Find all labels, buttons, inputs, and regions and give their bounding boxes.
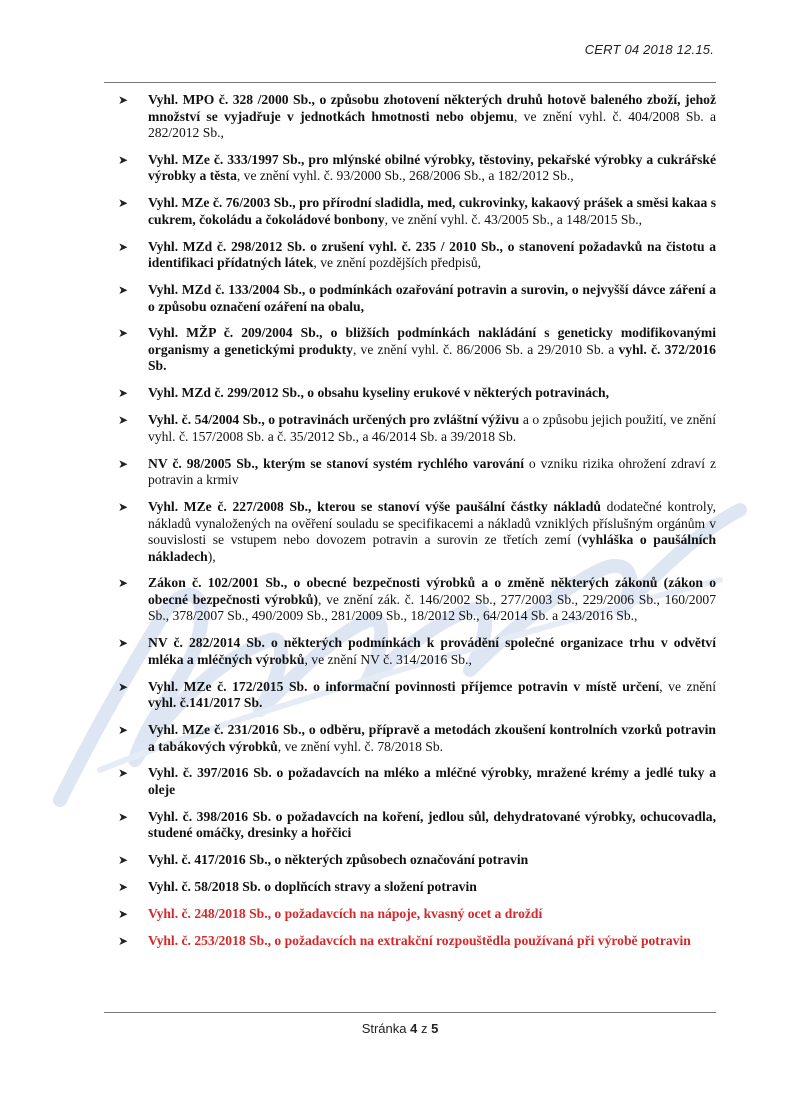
arrowhead-bullet-icon: ➤ (118, 809, 129, 824)
list-item-text (148, 195, 716, 228)
list-item-text (148, 412, 716, 445)
list-item-text (148, 906, 716, 923)
list-item (118, 635, 716, 668)
item-normal-text: , ve znění NV č. 314/2016 Sb., (304, 651, 472, 667)
list-item-text (148, 635, 716, 668)
item-bold-text: Vyhl. MPO č. 328 /2000 Sb., o způsobu zhotovení některých druhů hotově baleného zboží, jehož množství se vyjadřuje v jednotkách hmotnosti nebo objemu (148, 92, 716, 124)
list-item (118, 456, 716, 489)
item-bold-text: Vyhl. MZe č. 333/1997 Sb., pro mlýnské obilné výrobky, těstoviny, pekařské výrobky a cukrářské výrobky a těsta (148, 151, 716, 184)
current-page-number: 4 (410, 1021, 418, 1036)
item-bold-text: Vyhl. MZe č. 227/2008 Sb., kterou se stanoví výše paušální částky nákladů (148, 499, 601, 515)
footer-divider (104, 1012, 716, 1013)
list-item (118, 195, 716, 228)
item-bold-text: Vyhl. MZd č. 298/2012 Sb. o zrušení vyhl. č. 235 / 2010 Sb., o stanovení požadavků na čistotu a identifikaci přídatných látek (148, 238, 716, 271)
item-bold-text: Vyhl. MŽP č. 209/2004 Sb., o bližších podmínkách nakládání s geneticky modifikovanými organismy a genetickými produkty (148, 325, 716, 357)
item-normal-text: , ve znění pozdějších předpisů, (313, 255, 482, 271)
header-divider (104, 82, 716, 83)
list-item (118, 852, 716, 869)
item-bold-text: NV č. 282/2014 Sb. o některých podmínkách k provádění společné organizace trhu v odvětví mléka a mléčných výrobků (148, 635, 716, 667)
arrowhead-bullet-icon: ➤ (118, 93, 129, 107)
list-item-text (148, 239, 716, 272)
arrowhead-bullet-icon: ➤ (118, 576, 129, 591)
item-bold-tail: vyhl. č. 372/2016 Sb. (148, 341, 716, 374)
arrowhead-bullet-icon: ➤ (118, 326, 129, 341)
arrowhead-bullet-icon: ➤ (118, 239, 129, 254)
list-item (118, 152, 716, 185)
list-item-text (148, 575, 716, 625)
document-reference: CERT 04 2018 12.15. (584, 42, 714, 57)
list-item (118, 499, 716, 565)
list-item-text (148, 852, 716, 869)
list-item (118, 575, 716, 625)
arrowhead-bullet-icon: ➤ (118, 456, 129, 471)
list-item (118, 765, 716, 798)
item-normal-text: , ve znění zák. č. 146/2002 Sb., 277/2003 Sb., 229/2006 Sb., 160/2007 Sb., 378/2007 Sb., 490/2009 Sb., 281/2009 Sb., 18/2012 Sb., 64/2014 Sb. a 243/2016 Sb., (148, 591, 716, 624)
arrowhead-bullet-icon: ➤ (118, 853, 129, 868)
arrowhead-bullet-icon: ➤ (118, 907, 129, 922)
list-item (118, 933, 716, 950)
item-normal-text: , ve znění vyhl. č. 93/2000 Sb., 268/2006 Sb., a 182/2012 Sb., (236, 168, 574, 184)
list-item-text (148, 385, 716, 402)
arrowhead-bullet-icon: ➤ (118, 283, 129, 298)
list-item (118, 92, 716, 142)
item-bold-tail: vyhl. č.141/2017 Sb. (148, 695, 263, 711)
item-bold-text: NV č. 98/2005 Sb., kterým se stanoví systém rychlého varování (148, 455, 524, 471)
item-bold-text: Vyhl. č. 253/2018 Sb., o požadavcích na extrakční rozpouštědla používaná při výrobě potravin (148, 932, 691, 948)
arrowhead-bullet-icon: ➤ (118, 500, 129, 515)
list-item-text (148, 282, 716, 315)
list-item-text (148, 933, 716, 950)
list-item (118, 879, 716, 896)
legislation-list (118, 92, 716, 960)
list-item-text (148, 809, 716, 842)
arrowhead-bullet-icon: ➤ (118, 766, 129, 781)
item-normal-text: , ve znění (659, 678, 716, 694)
list-item (118, 239, 716, 272)
item-normal-text: , ve znění vyhl. č. 78/2018 Sb. (277, 738, 444, 754)
arrowhead-bullet-icon: ➤ (118, 679, 129, 694)
item-bold-text: Vyhl. č. 54/2004 Sb., o potravinách určených pro zvláštní výživu (148, 412, 520, 428)
item-normal-text: , ve znění vyhl. č. 43/2005 Sb., a 148/2015 Sb., (384, 211, 643, 227)
arrowhead-bullet-icon: ➤ (118, 386, 129, 401)
item-normal-tail: ), (207, 548, 216, 564)
item-bold-text: Vyhl. MZd č. 299/2012 Sb., o obsahu kyseliny erukové v některých potravinách, (148, 385, 609, 401)
item-bold-text: Vyhl. č. 417/2016 Sb., o některých způsobech označování potravin (148, 852, 529, 868)
item-normal-text: a o způsobu jejich použití, ve znění vyhl. č. 157/2008 Sb. a č. 35/2012 Sb., a 46/2014 Sb. a 39/2018 Sb. (148, 412, 716, 444)
item-bold-tail: vyhláška o paušálních nákladech (148, 532, 716, 564)
list-item-text (148, 879, 716, 896)
list-item-text (148, 679, 716, 712)
item-normal-text: , ve znění vyhl. č. 86/2006 Sb. a 29/2010 Sb. a (352, 341, 619, 357)
item-bold-text: Vyhl. č. 398/2016 Sb. o požadavcích na koření, jedlou sůl, dehydratované výrobky, ochucovadla, studené omáčky, dresinky a hořčici (148, 808, 716, 841)
item-bold-text: Vyhl. č. 248/2018 Sb., o požadavcích na nápoje, kvasný ocet a droždí (148, 906, 543, 922)
arrowhead-bullet-icon: ➤ (118, 152, 129, 167)
arrowhead-bullet-icon: ➤ (118, 636, 129, 651)
list-item-text (148, 499, 716, 565)
list-item (118, 809, 716, 842)
item-bold-text: Vyhl. č. 58/2018 Sb. o doplňcích stravy a složení potravin (148, 879, 477, 895)
list-item (118, 282, 716, 315)
list-item-text (148, 722, 716, 755)
page-footer (0, 1021, 800, 1036)
footer-separator: z (417, 1021, 432, 1036)
list-item-text (148, 325, 716, 375)
arrowhead-bullet-icon: ➤ (118, 723, 129, 738)
list-item (118, 722, 716, 755)
list-item-text (148, 765, 716, 798)
list-item (118, 385, 716, 402)
list-item-text (148, 152, 716, 185)
item-normal-text: dodatečné kontroly, nákladů vynaložených na ověření souladu se specifikacemi a nákladů vzniklých příslušným orgánům v souvislosti se vstupem nebo dovozem potravin a surovin ze třetích zemí ( (148, 499, 716, 548)
footer-prefix: Stránka (361, 1021, 411, 1036)
list-item (118, 679, 716, 712)
item-bold-text: Vyhl. MZe č. 172/2015 Sb. o informační povinnosti příjemce potravin v místě určení (148, 678, 660, 694)
item-normal-text: o vzniku rizika ohrožení zdraví z potravin a krmiv (148, 455, 716, 488)
item-bold-text: Vyhl. č. 397/2016 Sb. o požadavcích na mléko a mléčné výrobky, mražené krémy a jedlé tuky a oleje (148, 765, 716, 797)
total-pages-number: 5 (431, 1021, 439, 1036)
arrowhead-bullet-icon: ➤ (118, 413, 129, 428)
item-bold-text: Vyhl. MZe č. 76/2003 Sb., pro přírodní sladidla, med, cukrovinky, kakaový prášek a směsi kakaa s cukrem, čokoládu a čokoládové bonbony (148, 195, 716, 227)
arrowhead-bullet-icon: ➤ (118, 933, 129, 948)
list-item-text (148, 92, 716, 142)
list-item-text (148, 456, 716, 489)
arrowhead-bullet-icon: ➤ (118, 196, 129, 211)
item-bold-text: Vyhl. MZd č. 133/2004 Sb., o podmínkách ozařování potravin a surovin, o nejvyšší dávce záření a o způsobu označení ozáření na obalu, (148, 282, 716, 314)
item-normal-text: , ve znění vyhl. č. 404/2008 Sb. a 282/2012 Sb., (148, 108, 716, 140)
item-bold-text: Vyhl. MZe č. 231/2016 Sb., o odběru, přípravě a metodách zkoušení kontrolních vzorků potravin a tabákových výrobků (148, 722, 716, 754)
list-item (118, 325, 716, 375)
item-bold-text: Zákon č. 102/2001 Sb., o obecné bezpečnosti výrobků a o změně některých zákonů (zákon o obecné bezpečnosti výrobků) (148, 575, 716, 607)
list-item (118, 412, 716, 445)
list-item (118, 906, 716, 923)
arrowhead-bullet-icon: ➤ (118, 880, 129, 895)
